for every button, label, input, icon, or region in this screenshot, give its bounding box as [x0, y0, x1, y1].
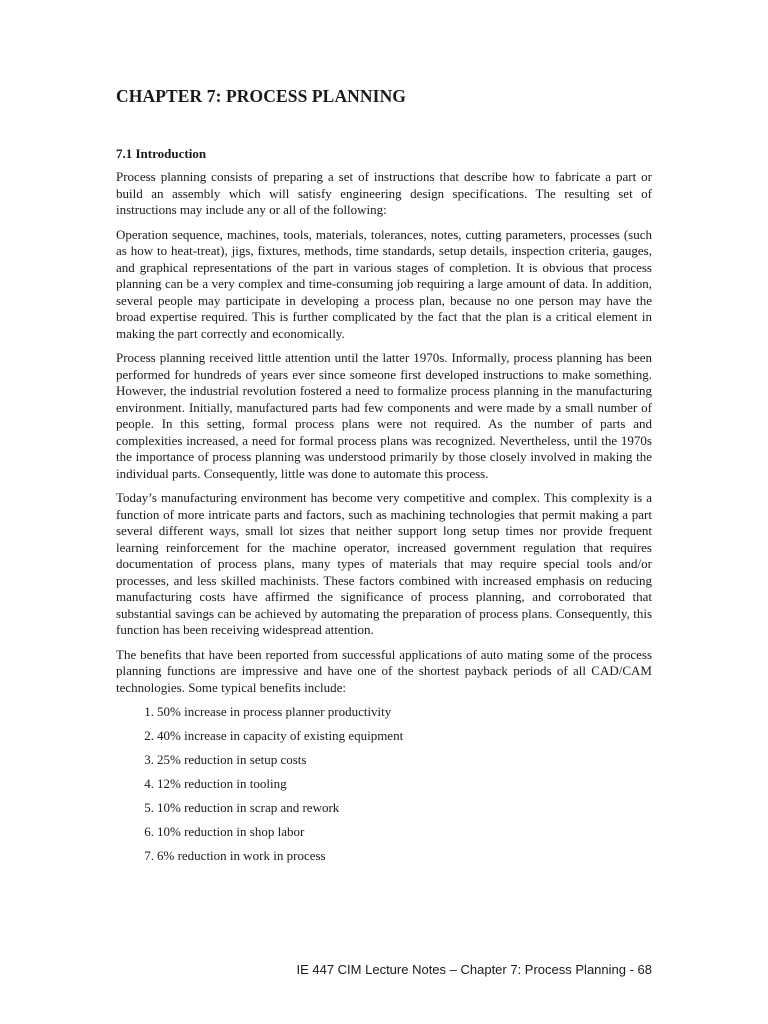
benefits-list — [116, 704, 652, 872]
list-item — [116, 776, 652, 800]
section-heading: 7.1 Introduction — [116, 146, 207, 161]
body-text — [116, 169, 652, 872]
list-item-text: 50% increase in process planner productivity — [157, 704, 392, 719]
list-item-number: 1. — [144, 704, 154, 719]
list-item — [116, 800, 652, 824]
list-item-number: 7. — [144, 848, 154, 863]
document-page — [116, 0, 652, 1024]
list-item-number: 6. — [144, 824, 154, 839]
list-item — [116, 728, 652, 752]
list-item-text: 12% reduction in tooling — [157, 776, 287, 791]
paragraph: The benefits that have been reported from successful applications of auto mating some of the process planning functions are impressive and have one of the shortest payback periods of all CAD/CAM technologies. Some typical benefits include: — [116, 646, 652, 695]
list-item-number: 5. — [144, 800, 154, 815]
list-item-number: 4. — [144, 776, 154, 791]
list-item — [116, 824, 652, 848]
paragraph: Process planning received little attention until the latter 1970s. Informally, process planning has been performed for hundreds of years ever since someone first developed instructions to make something. However, the industrial revolution fostered a need to formalize process planning in the manufacturing environment. Initially, manufactured parts had few components and were made by a small number of people. In this setting, formal process plans were not required. As the number of parts and complexities increased, a need for formal process plans was recognized. Nevertheless, until the 1970s the importance of process planning was understood primarily by those closely involved in making the individual parts. Consequently, little was done to automate this process. — [116, 350, 652, 481]
chapter-title: CHAPTER 7: PROCESS PLANNING — [116, 86, 407, 106]
list-item-text: 10% reduction in scrap and rework — [157, 800, 340, 815]
list-item-text: 10% reduction in shop labor — [157, 824, 305, 839]
paragraph: Today’s manufacturing environment has become very competitive and complex. This complexity is a function of more intricate parts and factors, such as machining technologies that permit making a part several different ways, small lot sizes that neither support long setup times nor provide frequent learning reinforcement for the machine operator, increased government regulation that requires documentation of process plans, many types of materials that may require special tools and/or processes, and less skilled machinists. These factors combined with increased emphasis on reducing manufacturing costs have affirmed the significance of process planning, and corroborated that substantial savings can be achieved by automating the preparation of process plans. Consequently, this function has been receiving widespread attention. — [116, 490, 652, 637]
list-item — [116, 704, 652, 728]
list-item-number: 2. — [144, 728, 154, 743]
paragraph: Operation sequence, machines, tools, materials, tolerances, notes, cutting parameters, processes (such as how to heat-treat), jigs, fixtures, methods, time standards, setup details, inspection criteria, gauges, and graphical representations of the part in various stages of completion. It is obvious that process planning can be a very complex and time-consuming job requiring a large amount of data. In addition, several people may participate in developing a process plan, because no one person may have the broad expertise required. This is further complicated by the fact that the plan is a critical element in making the part correctly and economically. — [116, 226, 652, 341]
list-item — [116, 848, 652, 872]
list-item-text: 25% reduction in setup costs — [157, 752, 307, 767]
page-footer: IE 447 CIM Lecture Notes – Chapter 7: Process Planning - 68 — [296, 962, 652, 977]
list-item-number: 3. — [144, 752, 154, 767]
list-item-text: 40% increase in capacity of existing equipment — [157, 728, 404, 743]
paragraph: Process planning consists of preparing a set of instructions that describe how to fabricate a part or build an assembly which will satisfy engineering design specifications. The resulting set of instructions may include any or all of the following: — [116, 169, 652, 217]
list-item-text: 6% reduction in work in process — [157, 848, 326, 863]
list-item — [116, 752, 652, 776]
